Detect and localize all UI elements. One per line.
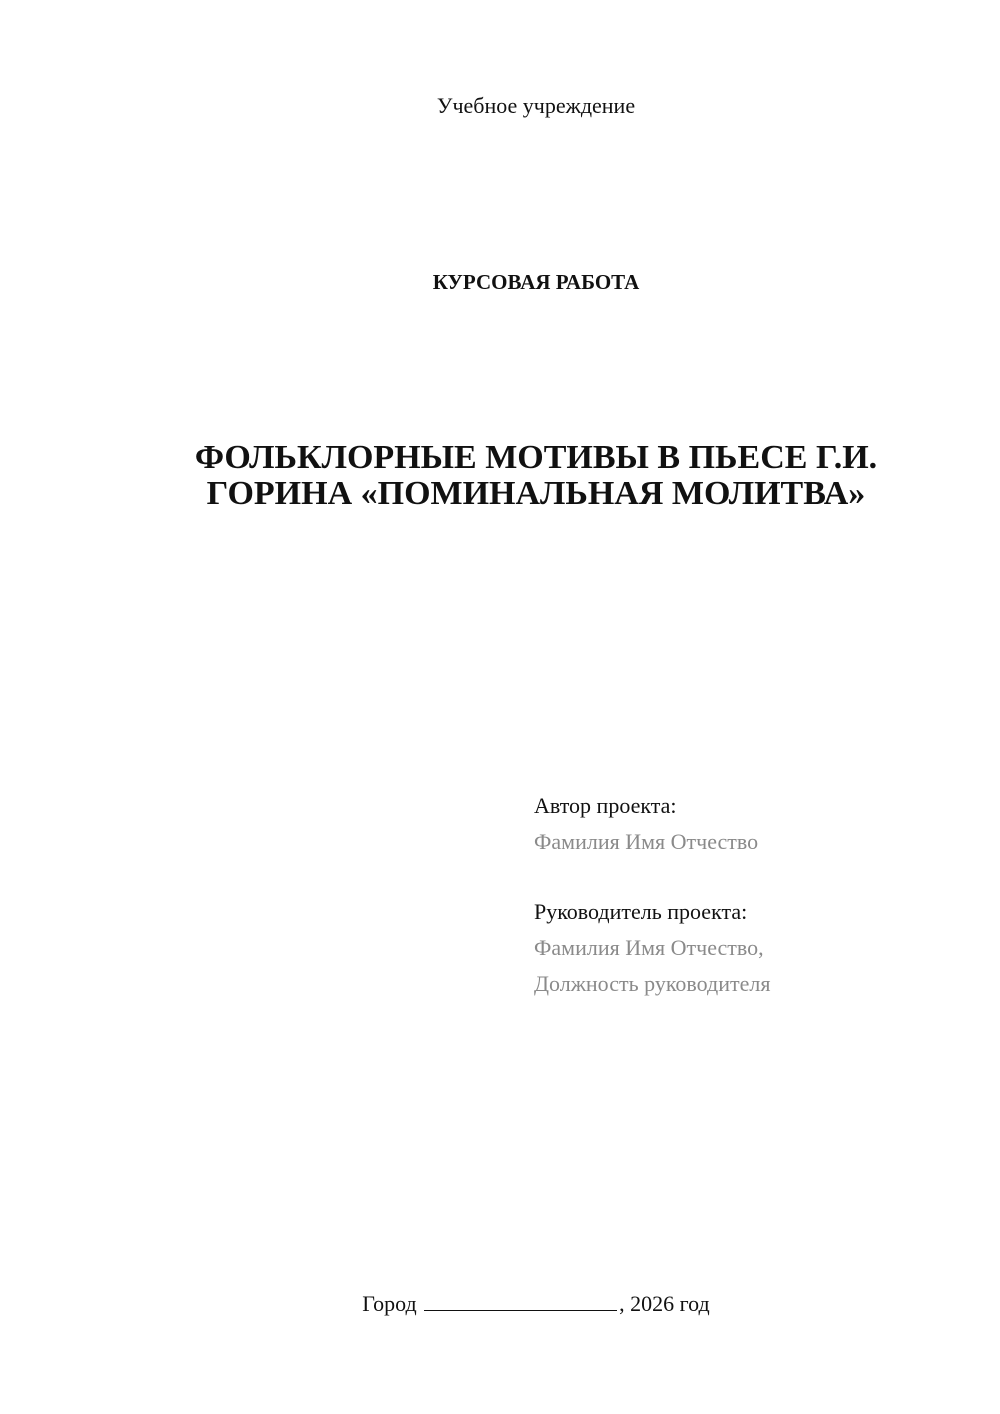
institution-name: Учебное учреждение (436, 93, 636, 118)
supervisor-name: Фамилия Имя Отчество, (534, 935, 764, 960)
document-type: КУРСОВАЯ РАБОТА (432, 270, 640, 294)
author-label: Автор проекта: (534, 793, 677, 818)
city-label: Город (362, 1291, 417, 1316)
year-text: , 2026 год (619, 1291, 710, 1316)
project-info (534, 788, 974, 1002)
work-title-line-2: ГОРИНА «ПОМИНАЛЬНАЯ МОЛИТВА» (206, 475, 866, 512)
work-title (100, 440, 972, 512)
city-year-line (0, 1290, 1000, 1318)
author-name: Фамилия Имя Отчество (534, 829, 759, 854)
supervisor-label: Руководитель проекта: (534, 899, 748, 924)
supervisor-position: Должность руководителя (534, 971, 771, 996)
work-title-line-1: ФОЛЬКЛОРНЫЕ МОТИВЫ В ПЬЕСЕ Г.И. (194, 439, 878, 476)
info-spacer (534, 860, 974, 894)
city-blank-line (424, 1290, 617, 1311)
